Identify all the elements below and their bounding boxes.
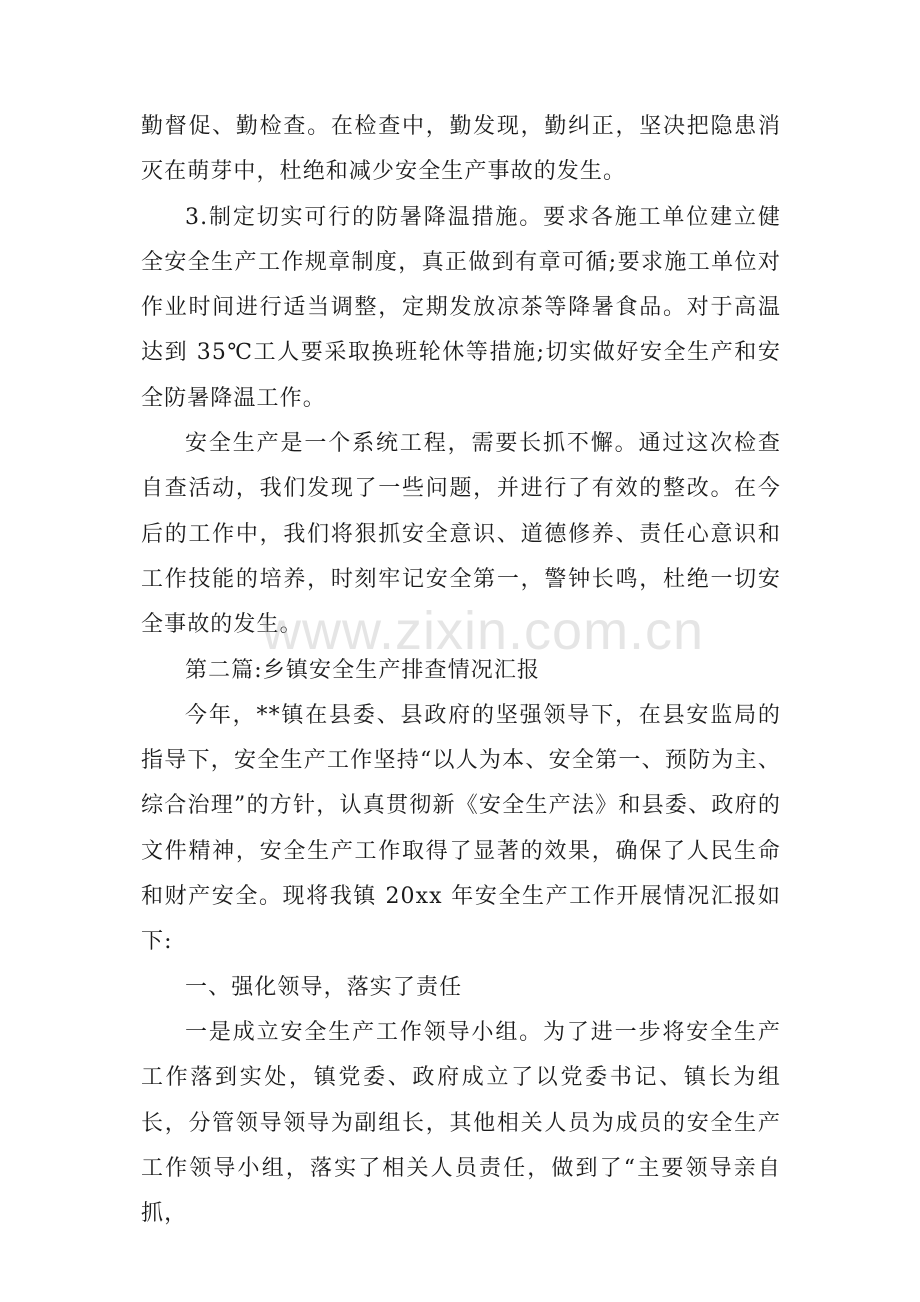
subheading: 一、强化领导，落实了责任 <box>185 974 463 1000</box>
paragraph-4: 今年，**镇在县委、县政府的坚强领导下，在县安监局的指导下，安全生产工作坚持“以人为本、安全第一、预防为主、综合治理”的方针，认真贯彻新《安全生产法》和县委、政府的文件精神，安全生产工作取得了显著的效果，确保了人民生命和财产安全。现将我镇 20xx 年安全生产工作开展情况汇报如下: <box>141 702 781 955</box>
paragraph-2: 3.制定切实可行的防暑降温措施。要求各施工单位建立健全安全生产工作规章制度，真正做到有章可循;要求施工单位对作业时间进行适当调整，定期发放凉茶等降暑食品。对于高温达到 35℃工人要采取换班轮休等措施;切实做好安全生产和安全防暑降温工作。 <box>141 204 781 411</box>
paragraph-1: 勤督促、勤检查。在检查中，勤发现，勤纠正，坚决把隐患消灭在萌芽中，杜绝和减少安全生产事故的发生。 <box>141 114 781 185</box>
section-heading: 第二篇:乡镇安全生产排查情况汇报 <box>185 657 541 683</box>
paragraph-3: 安全生产是一个系统工程，需要长抓不懈。通过这次检查自查活动，我们发现了一些问题，并进行了有效的整改。在今后的工作中，我们将狠抓安全意识、道德修养、责任心意识和工作技能的培养，时刻牢记安全第一，警钟长鸣，杜绝一切安全事故的发生。 <box>141 431 781 638</box>
document-body <box>141 104 781 1236</box>
paragraph-5: 一是成立安全生产工作领导小组。为了进一步将安全生产工作落到实处，镇党委、政府成立了以党委书记、镇长为组长，分管领导领导为副组长，其他相关人员为成员的安全生产工作领导小组，落实了相关人员责任，做到了“主要领导亲自抓， <box>141 1019 781 1227</box>
watermark: www.zixin.com.cn <box>262 601 705 661</box>
